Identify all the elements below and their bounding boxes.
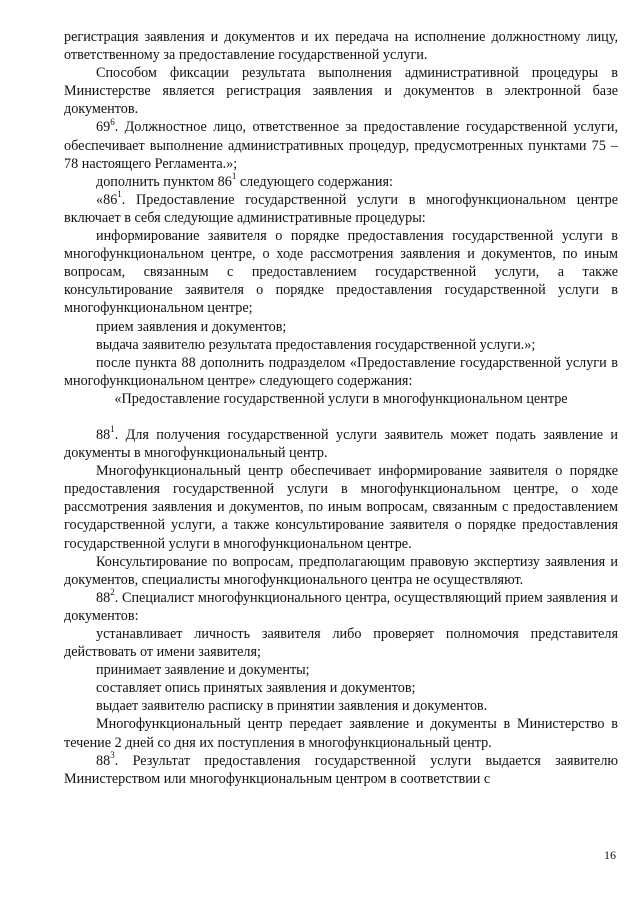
paragraph: [64, 715, 618, 751]
paragraph-text: прием заявления и документов;: [96, 318, 287, 335]
paragraph-text: . Специалист многофункционального центра, осуществляющий прием заявления и документов:: [64, 589, 618, 624]
paragraph-text: выдача заявителю результата предоставления государственной услуги.»;: [96, 336, 536, 353]
paragraph-text: дополнить пунктом 86: [96, 173, 232, 190]
page-number: 16: [604, 848, 616, 862]
superscript: 1: [110, 424, 115, 435]
paragraph-text: выдает заявителю расписку в принятии заявления и документов.: [96, 698, 488, 715]
paragraph: [64, 697, 618, 715]
superscript: 3: [110, 749, 115, 760]
paragraph-text: 88: [96, 589, 111, 606]
paragraph-text: . Результат предоставления государственной услуги выдается заявителю Министерством или многофункциональным центром в соответствии с: [64, 752, 618, 787]
document-page: [64, 28, 618, 788]
paragraph: [64, 749, 618, 788]
paragraph-text: «86: [96, 191, 118, 208]
section-heading: [64, 390, 618, 408]
paragraph-text: . Предоставление государственной услуги в многофункциональном центре включает в себя следующие административные процедуры:: [64, 191, 618, 226]
superscript: 1: [231, 171, 237, 182]
paragraph: [64, 191, 618, 227]
paragraph: [64, 625, 618, 661]
paragraph-text: принимает заявление и документы;: [96, 662, 310, 679]
superscript: 1: [117, 189, 122, 200]
paragraph-text: после пункта 88 дополнить подразделом «Предоставление государственной услуги в многофункциональном центре» следующего содержания:: [64, 354, 618, 389]
paragraph-text: следующего содержания:: [236, 173, 393, 190]
paragraph: [64, 589, 618, 625]
paragraph: [64, 336, 618, 354]
paragraph-text: устанавливает личность заявителя либо проверяет полномочия представителя действовать от имени заявителя;: [64, 626, 618, 661]
paragraph-text: 88: [96, 752, 111, 769]
paragraph: [64, 354, 618, 390]
paragraph-text: 88: [96, 426, 111, 443]
paragraph-text: Многофункциональный центр обеспечивает информирование заявителя о порядке предоставления государственной услуги в многофункциональном центре, о ходе рассмотрения заявления и документов, по иным вопросам, связанным с предоставлением государственной услуги, а также консультирование заявителя о порядке предоставления государственной услуги в многофункциональном центре.: [64, 463, 618, 552]
paragraph: [64, 64, 618, 118]
paragraph-text: Консультирование по вопросам, предполагающим правовую экспертизу заявления и документов, специалисты многофункционального центра не осуществляют.: [64, 553, 618, 588]
paragraph: [64, 28, 618, 64]
paragraph-text: . Должностное лицо, ответственное за предоставление государственной услуги, обеспечивает выполнение административных процедур, предусмотренных пунктами 75 – 78 настоящего Регламента.»;: [64, 119, 618, 172]
paragraph-text: регистрация заявления и документов и их передача на исполнение должностному лицу, ответственному за предоставление государственной услуги.: [64, 29, 618, 64]
paragraph-text: информирование заявителя о порядке предоставления государственной услуги в многофункциональном центре, о ходе рассмотрения заявления и документов, по иным вопросам, связанным с предоставлением государственной услуги, а также консультирование заявителя о порядке предоставления государственной услуги в многофункциональном центре;: [64, 228, 618, 317]
paragraph-text: . Для получения государственной услуги заявитель может подать заявление и документы в многофункциональный центр.: [64, 426, 618, 462]
paragraph-text: Способом фиксации результата выполнения административной процедуры в Министерстве является регистрация заявления и документов в электронной базе документов.: [64, 65, 618, 118]
paragraph: [64, 227, 618, 317]
paragraph: [64, 679, 618, 697]
paragraph: [64, 426, 618, 462]
paragraph: [64, 462, 618, 552]
paragraph-text: Многофункциональный центр передает заявление и документы в Министерство в течение 2 дней со дня их поступления в многофункциональный центр.: [64, 716, 618, 751]
superscript: 2: [110, 587, 115, 598]
paragraph-text: 69: [96, 119, 111, 136]
superscript: 6: [110, 116, 115, 127]
paragraph: [64, 553, 618, 589]
paragraph: [64, 118, 618, 172]
paragraph: [64, 661, 618, 679]
paragraph: [64, 173, 618, 191]
paragraph: [64, 318, 618, 336]
paragraph-text: «Предоставление государственной услуги в многофункциональном центре: [114, 390, 568, 407]
paragraph-text: составляет опись принятых заявления и документов;: [96, 680, 416, 697]
